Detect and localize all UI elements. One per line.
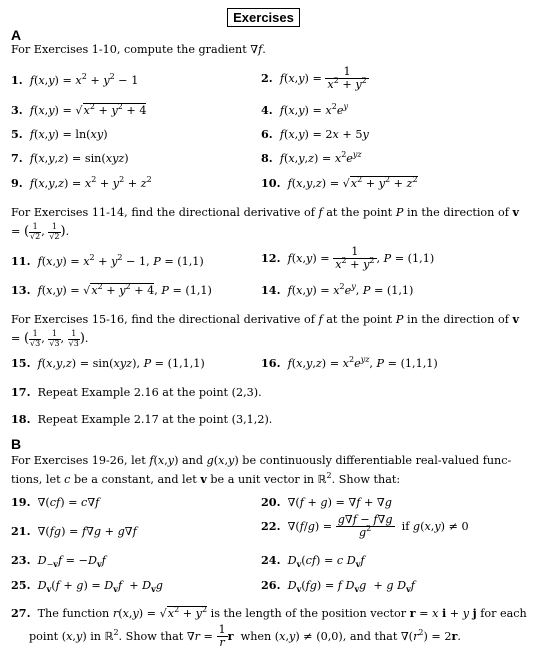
intro-11-14: For Exercises 11-14, find the directional derivative of f at the point P in the direction of v = ( $\frac{1}{√2}$ , $\frac{1}{√2}$ ). bbox=[11, 205, 520, 241]
intro-15-16: For Exercises 15-16, find the directional derivative of f at the point P in the direction of v = ( $\frac{1}{√3}$ , $\frac{1}{√3}$ , $\frac{1}{√3}$ ). bbox=[11, 312, 520, 348]
exercise-17: 17. Repeat Example 2.16 at the point (2,3). bbox=[11, 385, 262, 399]
exercise-23: 23. $D_{-v}f = -D_vf$ bbox=[11, 553, 106, 569]
section-a-label: A bbox=[11, 27, 22, 43]
exercise-7: 7. f(x,y,z) = sin(xyz) bbox=[11, 151, 129, 165]
exercise-26: 26. $D_v(fg) = f$ $D_vg + g$ $D_vf$ bbox=[261, 578, 415, 594]
exercise-5: 5. f(x,y) = ln(xy) bbox=[11, 127, 108, 141]
page-title: Exercises bbox=[227, 8, 300, 27]
exercise-8: 8. $f(x,y,z) = x^2e^{yz}$ bbox=[261, 150, 362, 165]
exercise-15: 15. f(x,y,z) = sin(xyz), P = (1,1,1) bbox=[11, 356, 205, 370]
section-b-label: B bbox=[11, 436, 22, 452]
intro-a: For Exercises 1-10, compute the gradient ∇f. bbox=[11, 43, 266, 56]
exercise-20: 20. ∇(f + g) = ∇f + ∇g bbox=[261, 495, 392, 509]
exercise-2: 2. f(x,y) = $\frac{1}{x^2 + y^2}$ bbox=[261, 65, 367, 92]
exercise-27-line-2: point (x,y) in ℝ$^2$. Show that ∇r = $\frac{1}{r}$ r when (x,y) ≠ (0,0), and that $\nabla(r^2) = 2r$. bbox=[29, 623, 461, 650]
exercise-1: 1. $f(x,y) = x^2 + y^2 - 1$ bbox=[11, 72, 139, 87]
exercise-12: 12. f(x,y) = $\frac{1}{x^2 + y^2}$ , P = (1,1) bbox=[261, 245, 435, 272]
exercise-13: 13. $f(x,y) = √x^2 + y^2 + 4$, P = (1,1) bbox=[11, 282, 212, 297]
exercise-9: 9. $f(x,y,z) = x^2 + y^2 + z^2$ bbox=[11, 175, 152, 190]
exercise-25: 25. $D_v(f + g) = D_vf + D_vg$ bbox=[11, 578, 163, 594]
exercise-19: 19. ∇(cf) = c∇f bbox=[11, 495, 100, 509]
exercise-4: 4. $f(x,y) = x^2e^y$ bbox=[261, 102, 348, 117]
exercise-3: 3. $f(x,y) = √x^2 + y^2 + 4$ bbox=[11, 102, 147, 117]
exercise-6: 6. f(x,y) = 2x + 5y bbox=[261, 127, 369, 141]
exercise-21: 21. ∇(fg) = f∇g + g∇f bbox=[11, 524, 137, 538]
exercise-24: 24. $D_v(cf) = c$ $D_vf$ bbox=[261, 553, 365, 569]
exercise-14: 14. $f(x,y) = x^2e^y$, P = (1,1) bbox=[261, 282, 414, 297]
exercise-10: 10. $f(x,y,z) = √x^2 + y^2 + z^2$ bbox=[261, 175, 418, 190]
exercise-18: 18. Repeat Example 2.17 at the point (3,1,2). bbox=[11, 412, 273, 426]
exercise-22: 22. ∇(f/g) = $\frac{g\nabla f - f\nabla g}{g^2}$ if g(x,y) ≠ 0 bbox=[261, 513, 469, 540]
exercise-11: 11. $f(x,y) = x^2 + y^2 - 1$, P = (1,1) bbox=[11, 253, 204, 268]
exercise-16: 16. $f(x,y,z) = x^2e^{yz}$, P = (1,1,1) bbox=[261, 355, 438, 370]
exercise-27-line-1: 27. The function $r(x,y) = √x^2 + y^2$ is the length of the position vector r = x i + y j for each bbox=[11, 605, 527, 620]
intro-b: For Exercises 19-26, let f(x,y) and g(x,y) be continuously differentiable real-valued func- tions, let c be a constant, and let v be a unit vector in ℝ$^2$. Show that: bbox=[11, 454, 512, 486]
